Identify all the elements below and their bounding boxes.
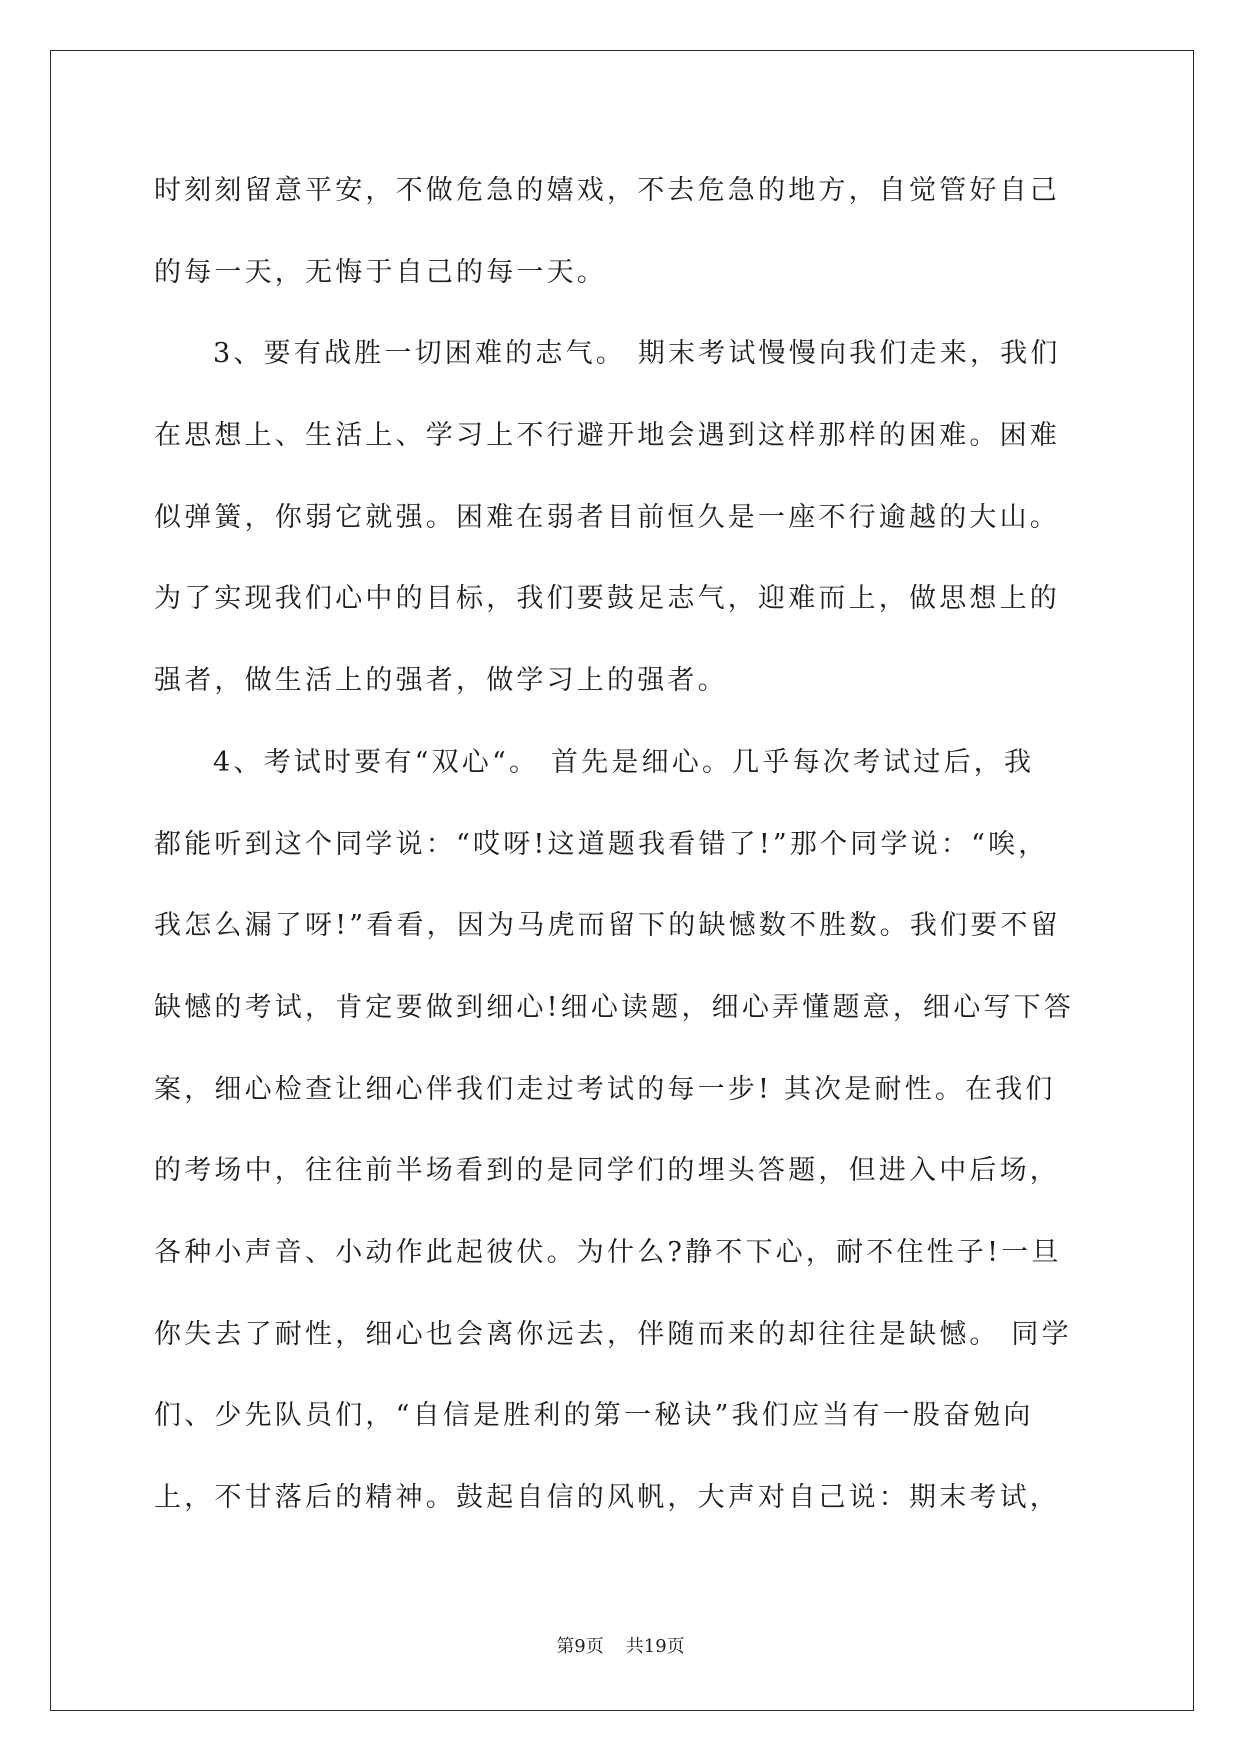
text-line: 都能听到这个同学说：“哎呀!这道题我看错了!”那个同学说：“唉，	[154, 828, 1049, 860]
text-line: 缺憾的考试，肯定要做到细心!细心读题，细心弄懂题意，细心写下答	[154, 991, 1075, 1023]
text-line: 你失去了耐性，细心也会离你远去，伴随而来的却往往是缺憾。 同学	[154, 1318, 1072, 1350]
text-line: 在思想上、生活上、学习上不行避开地会遇到这样那样的困难。困难	[154, 420, 1060, 452]
page-footer	[0, 1634, 1241, 1660]
text-line: 3、要有战胜一切困难的志气。 期末考试慢慢向我们走来，我们	[213, 338, 1061, 370]
text-line: 4、考试时要有“双心“。 首先是细心。几乎每次考试过后，我	[213, 746, 1035, 778]
text-line: 上，不甘落后的精神。鼓起自信的风帆，大声对自己说：期末考试，	[154, 1482, 1060, 1513]
text-line: 的每一天，无悔于自己的每一天。	[154, 256, 607, 288]
text-line: 似弹簧，你弱它就强。困难在弱者目前恒久是一座不行逾越的大山。	[154, 501, 1060, 533]
text-line: 各种小声音、小动作此起彼伏。为什么?静不下心，耐不住性子!一旦	[154, 1236, 1062, 1268]
paragraph-1	[154, 150, 1154, 313]
text-line: 为了实现我们心中的目标，我们要鼓足志气，迎难而上，做思想上的	[154, 583, 1060, 615]
text-line: 我怎么漏了呀!”看看，因为马虎而留下的缺憾数不胜数。我们要不留	[154, 910, 1061, 942]
text-line: 们、少先队员们，“自信是胜利的第一秘诀”我们应当有一股奋勉向	[154, 1400, 1034, 1432]
page-total: 共19页	[625, 1636, 685, 1657]
body-text	[154, 150, 1154, 1539]
paragraph-3	[154, 722, 1154, 1539]
paragraph-2	[154, 313, 1154, 721]
page-number: 第9页	[556, 1636, 604, 1657]
text-line: 案，细心检查让细心伴我们走过考试的每一步! 其次是耐性。在我们	[154, 1073, 1056, 1105]
text-line: 时刻刻留意平安，不做危急的嬉戏，不去危急的地方，自觉管好自己	[154, 175, 1060, 206]
text-line: 强者，做生活上的强者，做学习上的强者。	[154, 665, 728, 697]
text-line: 的考场中，往往前半场看到的是同学们的埋头答题，但进入中后场，	[154, 1155, 1060, 1187]
